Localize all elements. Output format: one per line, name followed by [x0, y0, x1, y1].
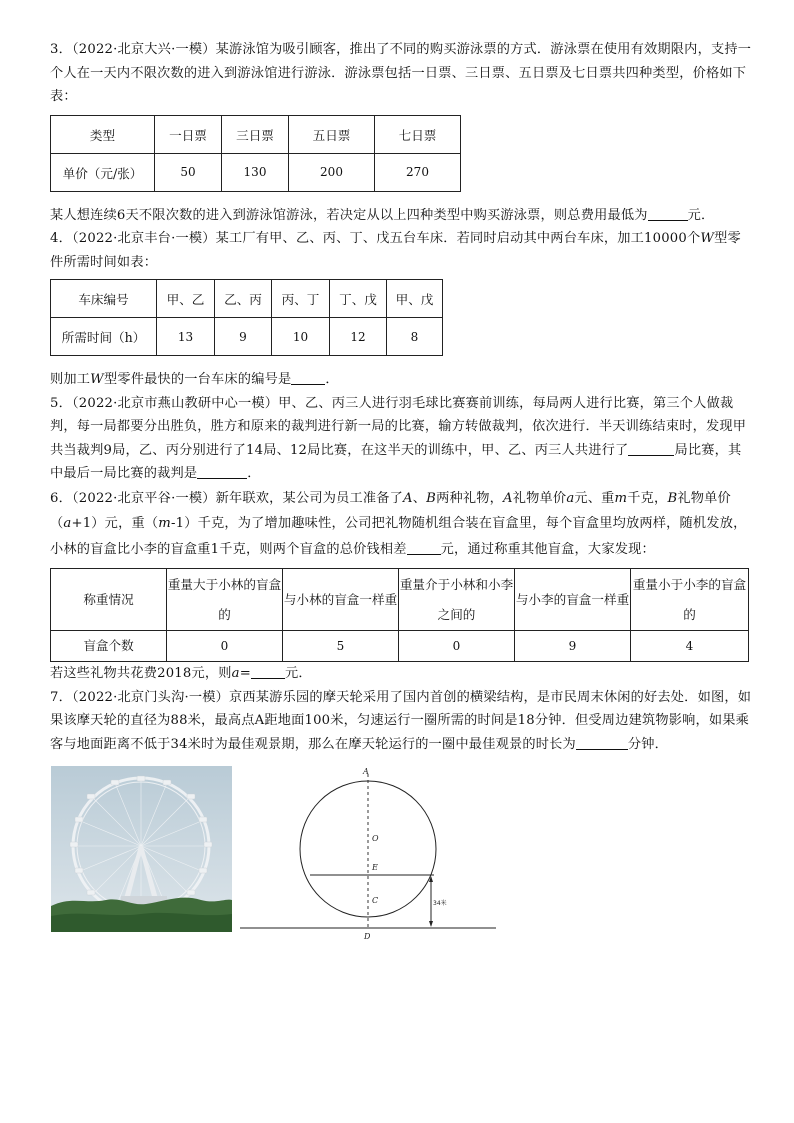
table-cell: 13: [157, 318, 215, 356]
label-e: E: [372, 863, 378, 872]
table-cell: 10: [272, 318, 330, 356]
table-cell: 9: [515, 631, 631, 662]
q6-var-b-cap2: B: [667, 490, 678, 506]
q5-end: ．: [247, 466, 261, 481]
table-cell: 270: [375, 153, 461, 191]
answer-blank: [251, 664, 285, 679]
q6-var-a3: a: [231, 666, 240, 681]
q6-tail2: =: [239, 666, 251, 681]
q6-p1: 6．（2022·北京平谷·一模）新年联欢，某公司为员工准备了: [50, 490, 404, 506]
table-cell: 乙、丙: [215, 280, 272, 318]
q6-p4: 礼物单价: [512, 490, 567, 506]
table-cell: 130: [222, 153, 289, 191]
table-cell: 五日票: [289, 115, 375, 153]
q4-question: [50, 368, 754, 392]
q4-time-table: [50, 279, 443, 356]
q6-p6: 千克，: [627, 490, 668, 506]
q5-stem: [50, 392, 754, 486]
table-cell: 与小林的盲盒一样重: [283, 569, 399, 631]
q6-tail3: 元．: [284, 666, 312, 681]
label-d: D: [364, 932, 371, 941]
q4-var-w2: W: [90, 372, 104, 387]
table-cell: 5: [283, 631, 399, 662]
table-cell: 50: [155, 153, 222, 191]
q5-mid: 局比赛，其中最后一局比赛的裁判是: [50, 442, 742, 481]
table-cell: 所需时间（h）: [51, 318, 157, 356]
table-cell: 9: [215, 318, 272, 356]
q6-var-a: a: [566, 490, 575, 506]
q6-var-a-cap2: A: [503, 490, 513, 506]
table-cell: 甲、戊: [387, 280, 443, 318]
answer-blank: [648, 206, 688, 221]
answer-blank: [628, 441, 674, 456]
q4-q-text-b: 型零件最快的一台车床的编号是: [103, 372, 292, 387]
q7-figures: [50, 766, 754, 946]
table-cell: 200: [289, 153, 375, 191]
q6-tail1: 若这些礼物共花费2018元，则: [50, 666, 232, 681]
q4-q-text-a: 则加工: [50, 372, 91, 387]
q6-p9: -1）千克，为了增加趣味性，公司把礼物随机组合装在盲盒里，每个盲盒里均放两样，随机发放，小林的盲盒比小李的盲盒重1千克，则两个盲盒的总价钱相差: [50, 516, 747, 557]
table-cell: 类型: [51, 115, 155, 153]
table-cell: 盲盒个数: [51, 631, 167, 662]
table-cell: 车床编号: [51, 280, 157, 318]
answer-blank: [197, 464, 247, 479]
q6-tail: [50, 662, 754, 686]
table-cell: 丙、丁: [272, 280, 330, 318]
q4-stem: [50, 227, 754, 274]
table-cell: 与小李的盲盒一样重: [515, 569, 631, 631]
answer-blank: [407, 540, 441, 555]
q7-stem: [50, 686, 754, 757]
table-cell: 重量小于小李的盲盒的: [631, 569, 749, 631]
table-cell: 称重情况: [51, 569, 167, 631]
q4-end: ．: [325, 372, 339, 387]
q6-p10: 元，通过称重其他盲盒，大家发现：: [440, 541, 655, 557]
label-34m: 34米: [433, 900, 447, 907]
q3-text: 3．（2022·北京大兴·一模）某游泳馆为吸引顾客，推出了不同的购买游泳票的方式．游泳票在使用有效期限内，支持一个人在一天内不限次数的进入到游泳馆进行游泳．游泳票包括一日票、三日票、五日票及七日票共四种类型，价格如下表：: [50, 42, 752, 104]
q7-end: 分钟．: [627, 736, 669, 752]
table-cell: 8: [387, 318, 443, 356]
table-cell: 丁、戊: [330, 280, 387, 318]
q4-text-b: 型零件所需时间如表：: [50, 231, 741, 270]
label-o: O: [372, 834, 379, 843]
q4-var-w: W: [700, 231, 715, 246]
q3-question-text: 某人想连续6天不限次数的进入到游泳馆游泳，若决定从以上四种类型中购买游泳票，则总费用最低为: [50, 207, 648, 223]
q4-text: 4．（2022·北京丰台·一模）某工厂有甲、乙、丙、丁、戊五台车床．若同时启动其中两台车床，加工10000个: [50, 231, 701, 246]
table-cell: 重量介于小林和小李之间的: [399, 569, 515, 631]
table-cell: 重量大于小林的盲盒的: [167, 569, 283, 631]
table-cell: 甲、乙: [157, 280, 215, 318]
q5-text: 5．（2022·北京市燕山教研中心一模）甲、乙、丙三人进行羽毛球比赛赛前训练，每局两人进行比赛，第三个人做裁判，每一局都要分出胜负，胜方和原来的裁判进行新一局的比赛，输方转做裁判，依次进行．半天训练结束时，发现甲共当裁判9局，乙、丙分别进行了14局、12局比赛，在这半天的训练中，甲、乙、丙三人共进行了: [50, 395, 747, 458]
q3-question: [50, 204, 754, 228]
table-cell: 一日票: [155, 115, 222, 153]
label-c: C: [372, 896, 379, 905]
ferris-wheel-photo: [51, 766, 232, 932]
answer-blank: [576, 735, 628, 750]
q3-stem: [50, 38, 754, 109]
table-cell: 0: [167, 631, 283, 662]
q3-unit: 元．: [687, 207, 715, 223]
q6-p7: 礼物单价（: [50, 490, 731, 531]
q6-p2: 、: [412, 490, 427, 506]
q6-stem: [50, 486, 754, 563]
q6-var-a2: a: [63, 516, 72, 531]
q6-p3: 两种礼物，: [436, 490, 504, 506]
q6-var-b-cap: B: [426, 490, 437, 506]
q6-weight-table: [50, 568, 749, 662]
table-cell: 0: [399, 631, 515, 662]
q6-p5: 元、重: [574, 490, 615, 506]
ferris-wheel-diagram: [240, 766, 496, 946]
table-cell: 七日票: [375, 115, 461, 153]
table-cell: 三日票: [222, 115, 289, 153]
q6-p8: +1）元，重（: [71, 516, 159, 531]
table-cell: 单价（元/张）: [51, 153, 155, 191]
q3-price-table: [50, 115, 461, 192]
table-cell: 12: [330, 318, 387, 356]
label-a: A: [363, 767, 369, 776]
q7-text: 7．（2022·北京门头沟·一模）京西某游乐园的摩天轮采用了国内首创的横梁结构，是市民周末休闲的好去处．如图，如果该摩天轮的直径为88米，最高点A距地面100米，匀速运行一圈所需的时间是18分钟．但受周边建筑物影响，如果乘客与地面距离不低于34米时为最佳观景期，那么在摩天轮运行的一圈中最佳观景的时长为: [50, 689, 752, 752]
worksheet-page: [50, 38, 754, 946]
answer-blank: [291, 370, 325, 385]
q6-var-a-cap: A: [403, 490, 413, 506]
q6-var-m2: m: [158, 516, 171, 531]
q6-var-m: m: [614, 490, 628, 506]
table-cell: 4: [631, 631, 749, 662]
